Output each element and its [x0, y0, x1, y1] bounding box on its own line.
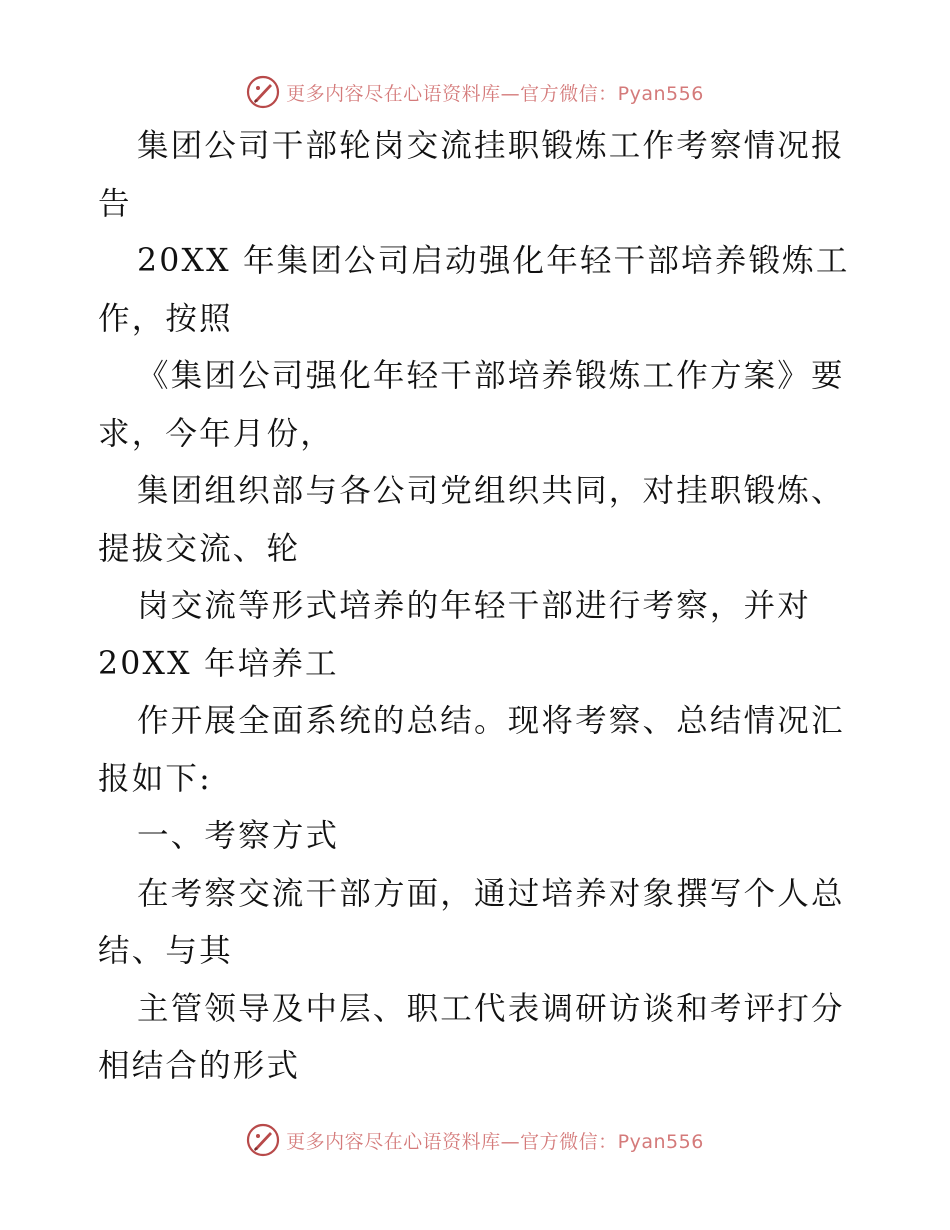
text-line: 集团组织部与各公司党组织共同，对挂职锻炼、	[137, 473, 845, 509]
text-line: 在考察交流干部方面，通过培养对象撰写个人总	[137, 875, 845, 912]
text-line: 《集团公司强化年轻干部培养锻炼工作方案》要	[137, 358, 845, 394]
text-line: 20XX 年培养工	[98, 645, 339, 682]
text-line: 求，今年月份，	[98, 415, 334, 452]
text-line: 相结合的形式	[98, 1048, 301, 1084]
text-line: 结、与其	[98, 933, 233, 969]
text-line: 集团公司干部轮岗交流挂职锻炼工作考察情况报	[137, 128, 845, 164]
watermark-text: 更多内容尽在心语资料库—官方微信：Pyan556	[286, 1130, 704, 1153]
text-line: 主管领导及中层、职工代表调研访谈和考评打分	[137, 990, 845, 1027]
quill-logo-icon	[246, 75, 280, 109]
text-line: 报如下:	[98, 760, 212, 797]
section-heading: 一、考察方式	[137, 818, 340, 854]
text-line: 作，按照	[98, 300, 233, 337]
text-line: 提拔交流、轮	[98, 530, 301, 567]
document-body	[98, 118, 858, 1096]
text-line: 作开展全面系统的总结。现将考察、总结情况汇	[137, 703, 845, 739]
text-line: 20XX 年集团公司启动强化年轻干部培养锻炼工	[137, 243, 850, 279]
watermark-text: 更多内容尽在心语资料库—官方微信：Pyan556	[286, 82, 704, 105]
text-line: 告	[98, 185, 132, 222]
quill-logo-icon	[246, 1123, 280, 1157]
text-line: 岗交流等形式培养的年轻干部进行考察，并对	[137, 588, 812, 624]
footer-watermark-banner	[0, 1118, 950, 1162]
header-watermark-banner	[0, 70, 950, 114]
